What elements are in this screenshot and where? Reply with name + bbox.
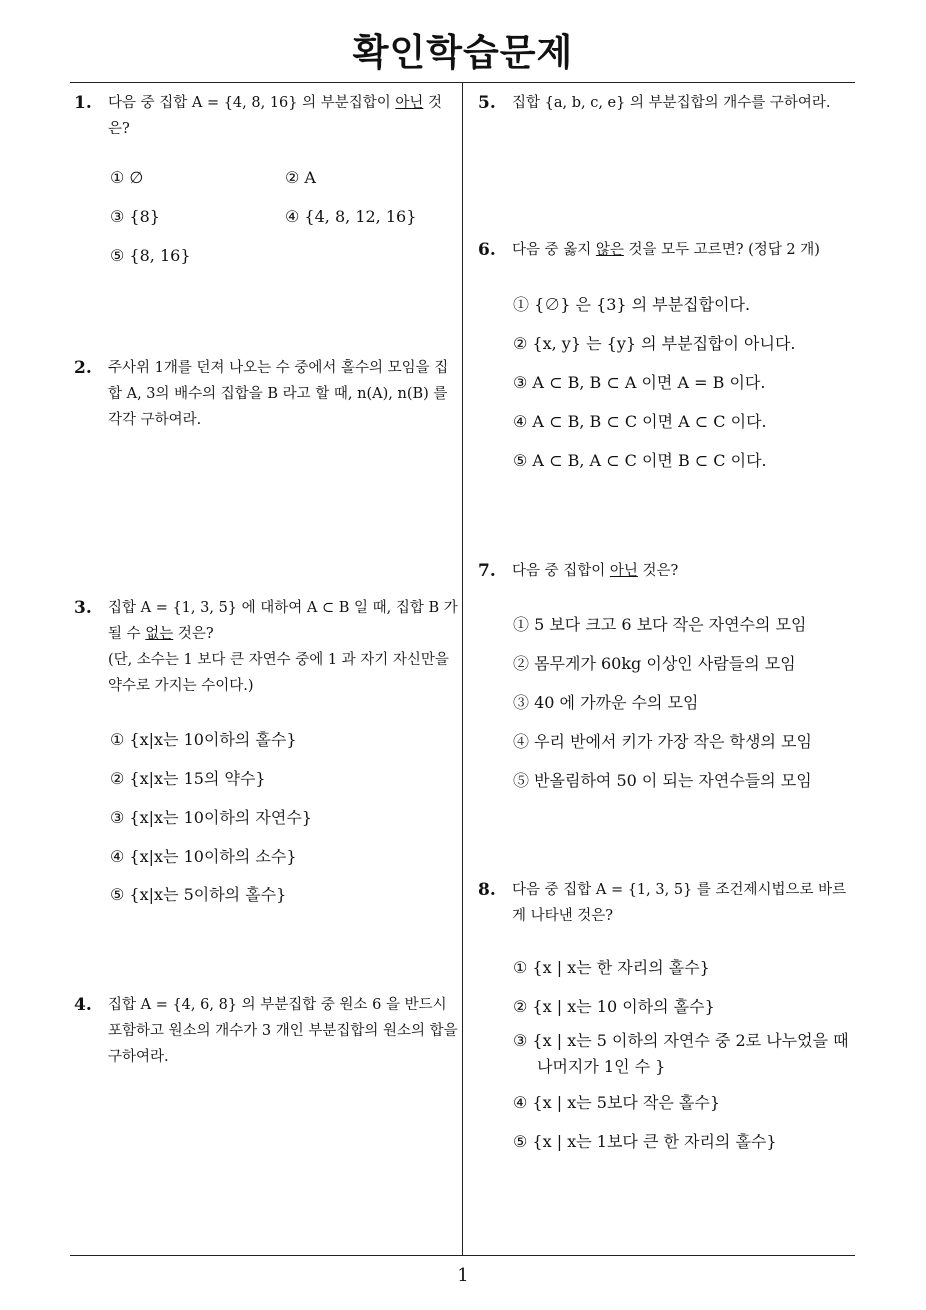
bottom-rule <box>70 1255 855 1256</box>
question-1 <box>74 90 456 142</box>
choice-2[interactable]: ② {x, y} 는 {y} 의 부분집합이 아니다. <box>513 334 796 353</box>
question-stem: 집합 A = {1, 3, 5} 에 대하여 A ⊂ B 일 때, 집합 B 가 될 수 없는 것은? <box>108 600 458 642</box>
choice-1[interactable]: ① {x|x는 10이하의 홀수} <box>110 730 297 749</box>
choice-4[interactable]: ④ 우리 반에서 키가 가장 작은 학생의 모임 <box>513 732 812 751</box>
choice-1[interactable]: ① ∅ <box>110 168 144 187</box>
column-divider <box>462 83 463 1256</box>
choice-1[interactable]: ① {x | x는 한 자리의 홀수} <box>513 958 710 977</box>
choice-5[interactable]: ⑤ 반올림하여 50 이 되는 자연수들의 모임 <box>513 771 812 790</box>
choice-5[interactable]: ⑤ {x | x는 1보다 큰 한 자리의 홀수} <box>513 1132 777 1151</box>
question-7 <box>478 558 858 584</box>
choice-5[interactable]: ⑤ {8, 16} <box>110 246 191 265</box>
choice-2[interactable]: ② A <box>285 168 316 187</box>
question-3 <box>74 595 458 699</box>
question-number: 4. <box>74 995 92 1015</box>
choice-5[interactable]: ⑤ A ⊂ B, A ⊂ C 이면 B ⊂ C 이다. <box>513 451 767 470</box>
choice-3[interactable]: ③ A ⊂ B, B ⊂ A 이면 A = B 이다. <box>513 373 766 392</box>
question-4 <box>74 992 458 1070</box>
question-8 <box>478 877 860 929</box>
question-2 <box>74 355 458 433</box>
question-stem: 다음 중 집합 A = {4, 8, 16} 의 부분집합이 아닌 것은? <box>108 95 442 137</box>
question-number: 5. <box>478 93 496 113</box>
question-number: 3. <box>74 598 92 618</box>
emphasis-underline: 아닌 <box>395 95 424 111</box>
choice-5[interactable]: ⑤ {x|x는 5이하의 홀수} <box>110 885 287 904</box>
emphasis-underline: 없는 <box>145 626 174 642</box>
question-number: 6. <box>478 240 496 260</box>
choice-2[interactable]: ② {x|x는 15의 약수} <box>110 769 266 788</box>
choice-2[interactable]: ② 몸무게가 60kg 이상인 사람들의 모임 <box>513 654 796 673</box>
choice-3[interactable]: ③ {8} <box>110 207 160 226</box>
question-note: (단, 소수는 1 보다 큰 자연수 중에 1 과 자기 자신만을 약수로 가지는 수이다.) <box>108 652 449 694</box>
question-stem: 집합 A = {4, 6, 8} 의 부분집합 중 원소 6 을 반드시 포함하고 원소의 개수가 3 개인 부분집합의 원소의 합을 구하여라. <box>108 997 458 1065</box>
choice-4[interactable]: ④ {x|x는 10이하의 소수} <box>110 847 297 866</box>
question-number: 1. <box>74 93 92 113</box>
question-stem: 집합 {a, b, c, e} 의 부분집합의 개수를 구하여라. <box>512 95 831 111</box>
choice-3[interactable]: ③ {x|x는 10이하의 자연수} <box>110 808 312 827</box>
question-6 <box>478 237 858 263</box>
choice-1[interactable]: ① {∅} 은 {3} 의 부분집합이다. <box>513 295 751 314</box>
question-stem: 다음 중 집합이 아닌 것은? <box>512 563 679 579</box>
question-number: 2. <box>74 358 92 378</box>
choice-1[interactable]: ① 5 보다 크고 6 보다 작은 자연수의 모임 <box>513 615 807 634</box>
question-stem: 다음 중 옳지 않은 것을 모두 고르면? (정답 2 개) <box>512 242 820 258</box>
choice-4[interactable]: ④ {4, 8, 12, 16} <box>285 207 417 226</box>
choice-4[interactable]: ④ {x | x는 5보다 작은 홀수} <box>513 1093 721 1112</box>
question-number: 7. <box>478 561 496 581</box>
page-title: 확인학습문제 <box>352 31 574 74</box>
choice-2[interactable]: ② {x | x는 10 이하의 홀수} <box>513 997 715 1016</box>
question-5 <box>478 90 858 116</box>
choice-3[interactable]: ③ 40 에 가까운 수의 모임 <box>513 693 699 712</box>
page-number: 1 <box>457 1265 469 1286</box>
question-stem: 다음 중 집합 A = {1, 3, 5} 를 조건제시법으로 바르게 나타낸 것은? <box>512 882 847 924</box>
question-stem: 주사위 1개를 던져 나오는 수 중에서 홀수의 모임을 집합 A, 3의 배수의 집합을 B 라고 할 때, n(A), n(B) 를 각각 구하여라. <box>108 360 449 428</box>
choice-4[interactable]: ④ A ⊂ B, B ⊂ C 이면 A ⊂ C 이다. <box>513 412 767 431</box>
question-number: 8. <box>478 880 496 900</box>
emphasis-underline: 않은 <box>595 242 624 258</box>
emphasis-underline: 아닌 <box>609 563 638 579</box>
choice-3[interactable]: ③ {x | x는 5 이하의 자연수 중 2로 나누었을 때 나머지가 1인 수 } <box>513 1031 849 1076</box>
